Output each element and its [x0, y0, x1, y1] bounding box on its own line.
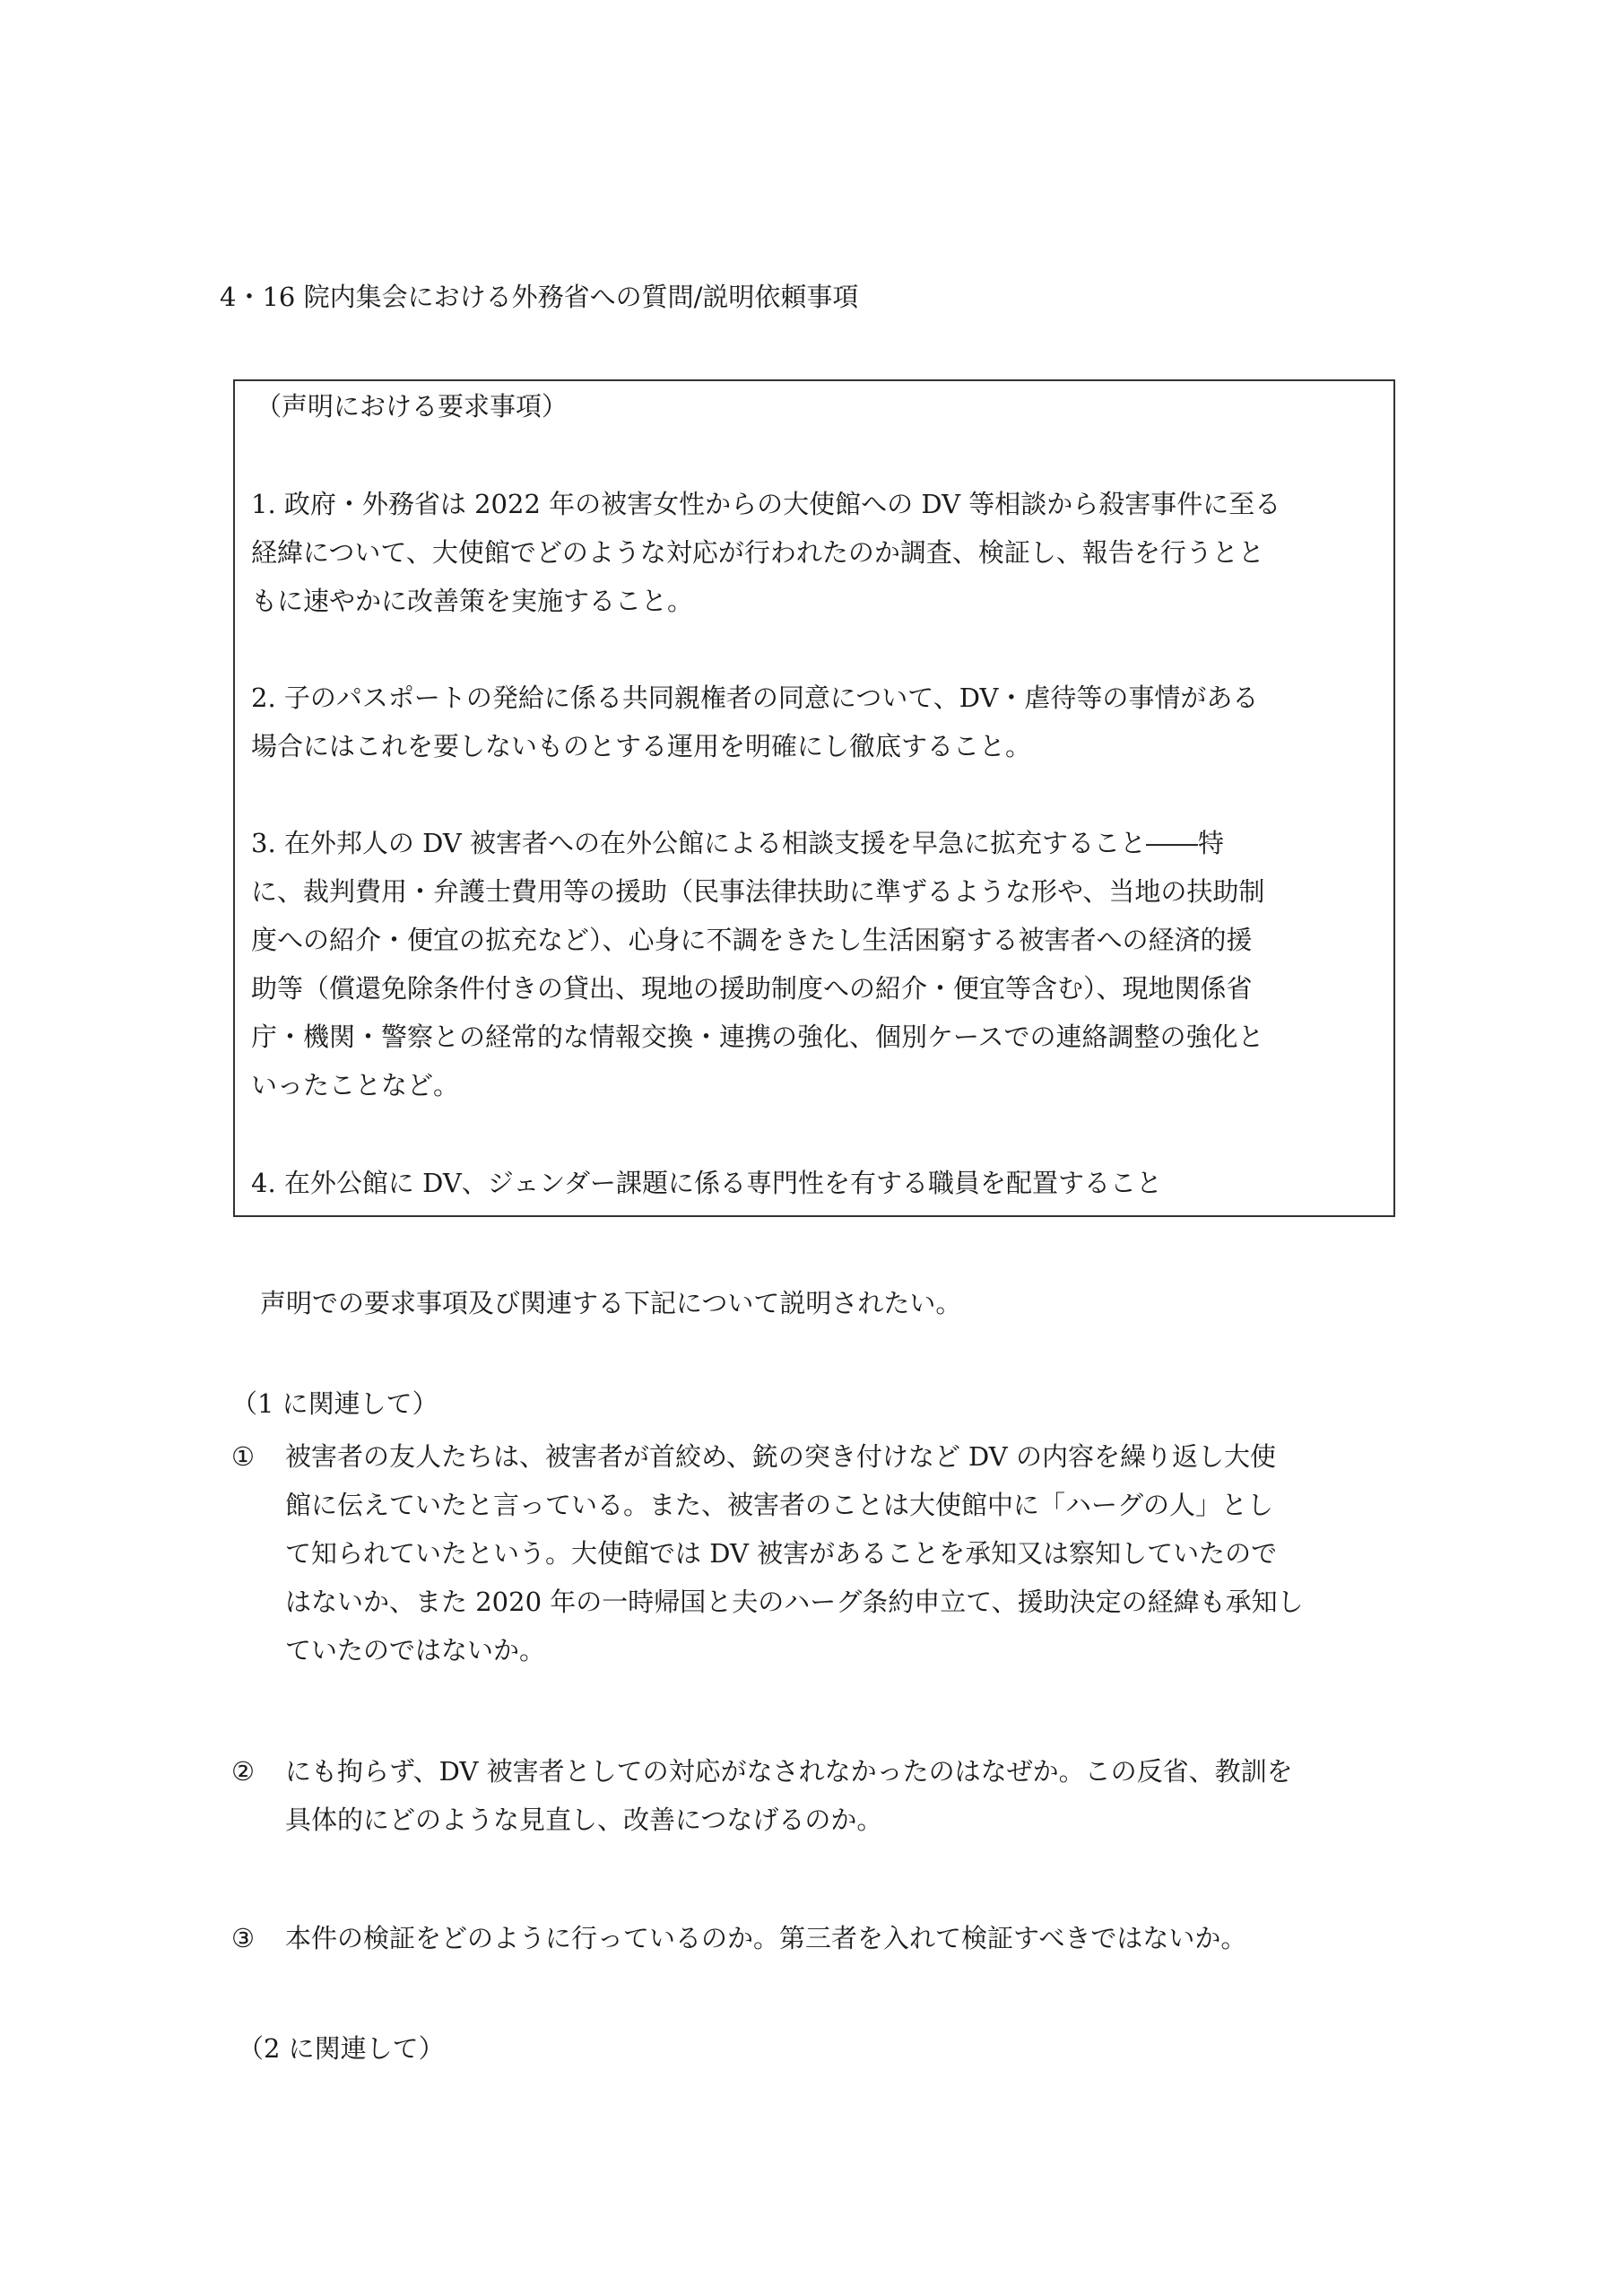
demand-line: 3. 在外邦人の DV 被害者への在外公館による相談支援を早急に拡充すること――特: [251, 828, 1225, 858]
demand-item-4: [251, 1159, 1381, 1207]
question-line: 具体的にどのような見直し、改善につなげるのか。: [285, 1805, 883, 1835]
intro-text: 声明での要求事項及び関連する下記について説明されたい。: [260, 1288, 962, 1318]
demand-item-2: [251, 674, 1381, 770]
question-marker: ②: [231, 1756, 255, 1787]
demand-line: もに速やかに改善策を実施すること。: [251, 586, 694, 616]
question-line: て知られていたという。大使館では DV 被害があることを承知又は察知していたので: [285, 1538, 1278, 1569]
demand-item-3: [251, 819, 1381, 1109]
demand-line: 2. 子のパスポートの発給に係る共同親権者の同意について、DV・虐待等の事情がある: [251, 683, 1259, 713]
demand-line: 助等（償還免除条件付きの貸出、現地の援助制度への紹介・便宜等含む）、現地関係省: [251, 973, 1253, 1004]
question-marker: ③: [231, 1923, 255, 1953]
demand-line: に、裁判費用・弁護士費用等の援助（民事法律扶助に準ずるような形や、当地の扶助制: [251, 876, 1265, 907]
question-line: ていたのではないか。: [285, 1635, 546, 1665]
demand-line: 庁・機関・警察との経常的な情報交換・連携の強化、個別ケースでの連絡調整の強化と: [251, 1022, 1264, 1052]
document-title: 4・16 院内集会における外務省への質問/説明依頼事項: [220, 282, 859, 312]
question-3: [231, 1914, 1397, 1962]
demand-line: いったことなど。: [251, 1070, 460, 1100]
demand-line: 4. 在外公館に DV、ジェンダー課題に係る専門性を有する職員を配置すること: [251, 1168, 1163, 1198]
question-line: 本件の検証をどのように行っているのか。第三者を入れて検証すべきではないか。: [285, 1923, 1247, 1953]
section-label-2: （2 に関連して）: [238, 2033, 445, 2064]
question-2: [231, 1747, 1397, 1844]
demand-item-1: [251, 480, 1381, 625]
question-line: にも拘らず、DV 被害者としての対応がなされなかったのはなぜか。この反省、教訓を: [285, 1756, 1293, 1787]
demand-line: 場合にはこれを要しないものとする運用を明確にし徹底すること。: [251, 731, 1032, 761]
demand-line: 経緯について、大使館でどのような対応が行われたのか調査、検証し、報告を行うとと: [251, 537, 1264, 568]
question-line: はないか、また 2020 年の一時帰国と夫のハーグ条約申立て、援助決定の経緯も承知し: [285, 1587, 1304, 1617]
question-marker: ①: [231, 1441, 255, 1472]
question-1: [231, 1432, 1397, 1674]
section-label-1: （1 に関連して）: [231, 1388, 438, 1419]
demand-line: 度への紹介・便宜の拡充など）、心身に不調をきたし生活困窮する被害者への経済的援: [251, 925, 1253, 955]
question-line: 被害者の友人たちは、被害者が首絞め、銃の突き付けなど DV の内容を繰り返し大使: [285, 1441, 1276, 1472]
question-line: 館に伝えていたと言っている。また、被害者のことは大使館中に「ハーグの人」とし: [285, 1490, 1274, 1520]
demand-line: 1. 政府・外務省は 2022 年の被害女性からの大使館への DV 等相談から殺害事件に至る: [251, 489, 1281, 519]
demands-heading: （声明における要求事項）: [256, 391, 568, 422]
